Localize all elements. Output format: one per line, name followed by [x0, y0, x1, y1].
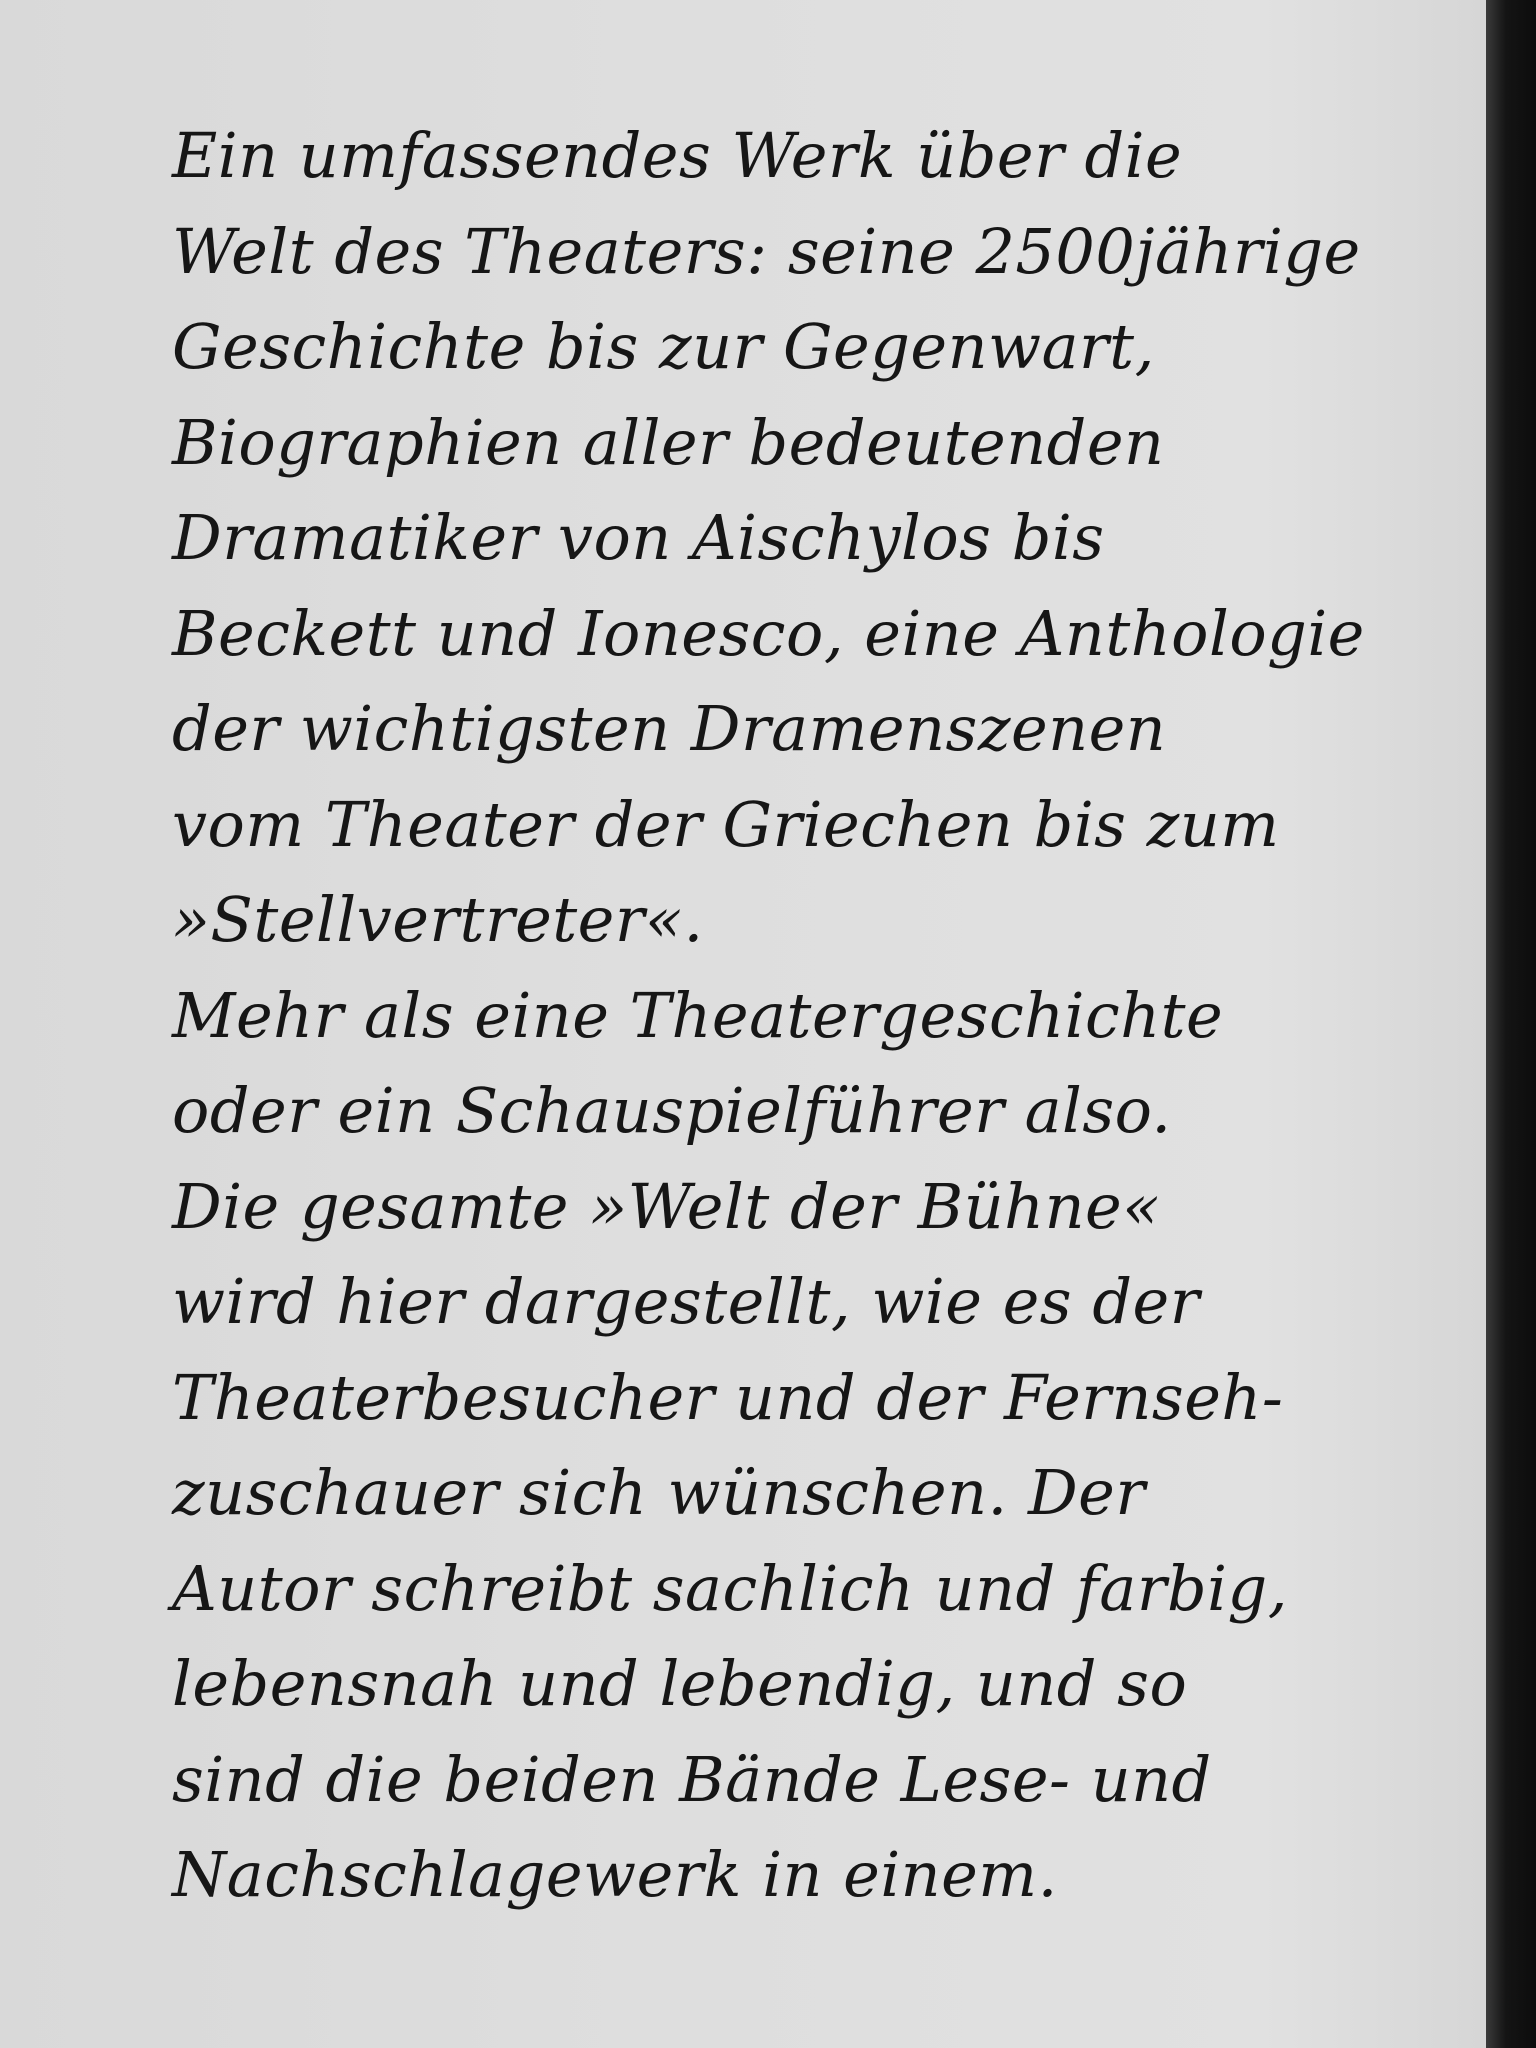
text-line-3: Geschichte bis zur Gegenwart,	[172, 310, 1155, 383]
text-line-14: Theaterbesucher und der Fernseh-	[172, 1360, 1284, 1434]
text-line-16: Autor schreibt sachlich und farbig,	[172, 1551, 1288, 1625]
body-text	[172, 108, 1402, 1923]
text-line-6: Beckett und Ionesco, eine Anthologie	[172, 596, 1365, 670]
text-line-10: Mehr als eine Theatergeschichte	[172, 978, 1224, 1052]
text-line-5: Dramatiker von Aischylos bis	[172, 501, 1105, 574]
text-line-2: Welt des Theaters: seine 2500jährige	[172, 214, 1361, 288]
text-line-12: Die gesamte »Welt der Bühne«	[172, 1169, 1161, 1243]
text-line-8: vom Theater der Griechen bis zum	[172, 787, 1280, 861]
text-line-15: zuschauer sich wünschen. Der	[172, 1456, 1146, 1529]
text-line-1: Ein umfassendes Werk über die	[172, 119, 1183, 192]
text-line-7: der wichtigsten Dramenszenen	[172, 692, 1167, 765]
text-line-18: sind die beiden Bände Lese- und	[172, 1742, 1212, 1816]
text-line-13: wird hier dargestellt, wie es der	[172, 1265, 1200, 1338]
text-line-17: lebensnah und lebendig, und so	[172, 1647, 1188, 1720]
text-line-19: Nachschlagewerk in einem.	[172, 1838, 1058, 1911]
text-line-9: »Stellvertreter«.	[172, 883, 704, 956]
text-line-4: Biographien aller bedeutenden	[172, 405, 1165, 479]
page-edge-shadow	[1486, 0, 1536, 2048]
text-line-11: oder ein Schauspielführer also.	[172, 1074, 1172, 1147]
